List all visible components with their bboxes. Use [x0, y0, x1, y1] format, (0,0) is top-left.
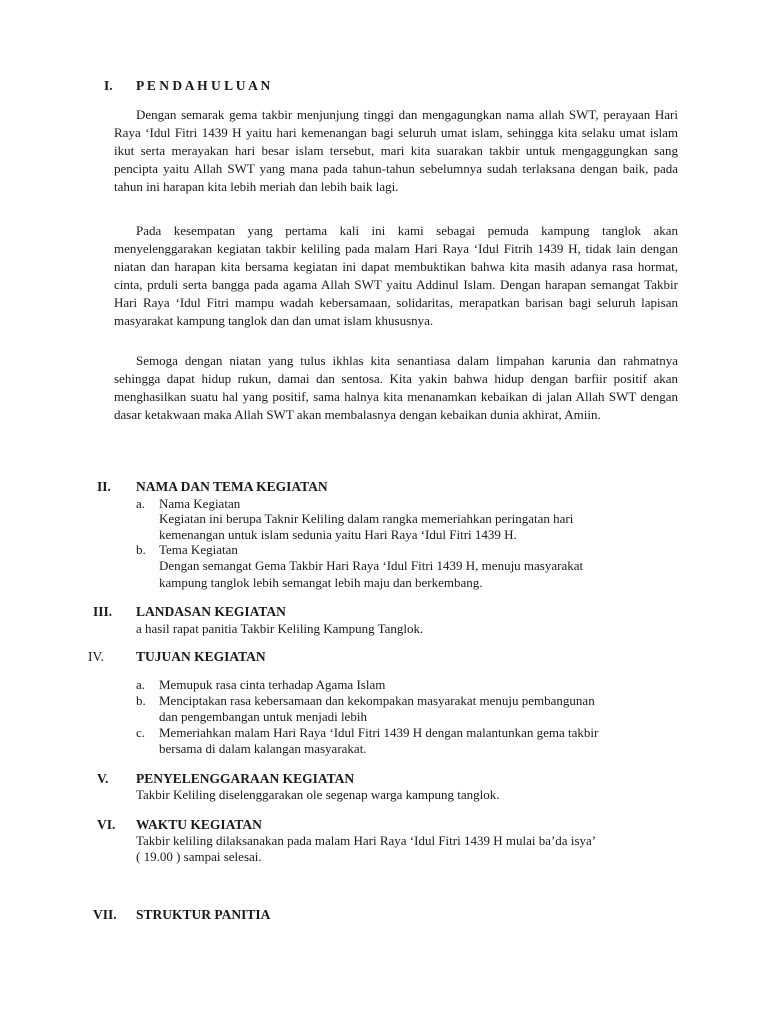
section-title: PENYELENGGARAAN KEGIATAN	[136, 771, 355, 786]
section-text: a hasil rapat panitia Takbir Keliling Kampung Tanglok.	[136, 621, 424, 636]
list-item-line: kampung tanglok lebih semangat lebih maju dan berkembang.	[159, 575, 483, 590]
section-title: P E N D A H U L U A N	[136, 78, 271, 93]
list-letter: b.	[136, 693, 146, 708]
section-number: VI.	[97, 817, 116, 832]
paragraph: Pada kesempatan yang pertama kali ini kami sebagai pemuda kampung tanglok akan menyelenggarakan kegiatan takbir keliling pada malam Hari Raya ‘Idul Fitrih 1439 H, tidak lain dengan niatan dan harapan kita bersama kegiatan ini dapat membuktikan bahwa kita masih adanya rasa hormat, cinta, prduli serta bangga pada agama Allah SWT yaitu Addinul Islam. Dengan harapan semangat Takbir Hari Raya ‘Idul Fitri mampu wadah kebersamaan, solidaritas, merapatkan barisan bagi seluruh lapisan masyarakat kampung tanglok dan dan umat islam khususnya.	[114, 223, 678, 328]
section-text-line: ( 19.00 ) sampai selesai.	[136, 849, 262, 864]
list-letter: b.	[136, 542, 146, 557]
section-text: Takbir Keliling diselenggarakan ole segenap warga kampung tanglok.	[136, 787, 500, 802]
section-text-line: Takbir keliling dilaksanakan pada malam Hari Raya ‘Idul Fitri 1439 H mulai ba’da isya’	[136, 833, 597, 848]
list-item-label: Tema Kegiatan	[159, 542, 238, 557]
list-letter: c.	[136, 725, 146, 740]
section-number: II.	[97, 479, 111, 494]
list-item-line: Menciptakan rasa kebersamaan dan kekompakan masyarakat menuju pembangunan	[159, 693, 595, 708]
list-item-line: Memeriahkan malam Hari Raya ‘Idul Fitri 1439 H dengan malantunkan gema takbir	[159, 725, 599, 740]
section-title: LANDASAN KEGIATAN	[136, 604, 286, 619]
section-number: III.	[93, 604, 113, 619]
section-number: V.	[97, 771, 109, 786]
section-number: IV.	[88, 649, 104, 664]
section-title: WAKTU KEGIATAN	[136, 817, 262, 832]
section-number: VII.	[93, 907, 117, 922]
list-item-line: kemenangan untuk islam sedunia yaitu Hari Raya ‘Idul Fitri 1439 H.	[159, 527, 517, 542]
list-item-line: Memupuk rasa cinta terhadap Agama Islam	[159, 677, 386, 692]
list-item-line: Dengan semangat Gema Takbir Hari Raya ‘Idul Fitri 1439 H, menuju masyarakat	[159, 558, 584, 573]
list-item-line: bersama di dalam kalangan masyarakat.	[159, 741, 367, 756]
section-title: TUJUAN KEGIATAN	[136, 649, 266, 664]
section-title: STRUKTUR PANITIA	[136, 907, 271, 922]
list-letter: a.	[136, 677, 146, 692]
list-item-label: Nama Kegiatan	[159, 496, 241, 511]
list-item-line: Kegiatan ini berupa Taknir Keliling dalam rangka memeriahkan peringatan hari	[159, 511, 574, 526]
list-item-line: dan pengembangan untuk menjadi lebih	[159, 709, 367, 724]
section-title: NAMA DAN TEMA KEGIATAN	[136, 479, 328, 494]
list-letter: a.	[136, 496, 146, 511]
paragraph: Semoga dengan niatan yang tulus ikhlas kita senantiasa dalam limpahan karunia dan rahmatnya sehingga dapat hidup rukun, damai dan sentosa. Kita yakin bahwa hidup dengan barfiir positif akan menghasilkan suatu hal yang positif, sama halnya kita menanamkan kebaikan di jalan Allah SWT dengan dasar ketakwaan maka Allah SWT akan membalasnya dengan kebaikan dunia akhirat, Amiin.	[114, 353, 678, 422]
paragraph: Dengan semarak gema takbir menjunjung tinggi dan mengagungkan nama allah SWT, perayaan Hari Raya ‘Idul Fitri 1439 H yaitu hari kemenangan bagi seluruh umat islam, sehingga kita selaku umat islam ikut serta merayakan hari besar islam tersebut, mari kita suarakan takbir untuk mengaggungkan sang pencipta yaitu Allah SWT yang mana pada tahun-tahun sebelumnya sudah terlaksana dengan baik, pada tahun ini harapan kita lebih meriah dan lebih baik lagi.	[114, 107, 678, 194]
section-number: I.	[104, 78, 113, 93]
